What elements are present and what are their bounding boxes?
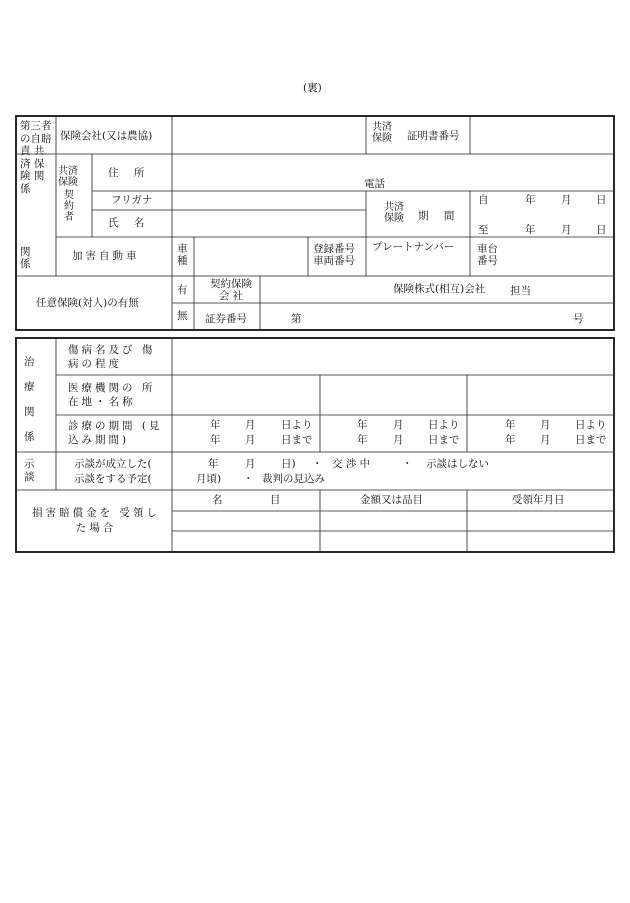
period3-since: 日より: [575, 419, 607, 431]
settlement-line2-prefix: 示談をする予定(: [74, 473, 152, 485]
policy-go: 号: [573, 313, 584, 325]
period-label: 期 間: [418, 210, 461, 222]
period-treat-label: 診療の期間 (見込み期間): [68, 420, 163, 446]
address-label: 住 所: [108, 167, 151, 179]
phone-label: 電話: [364, 178, 385, 190]
optional-no: 無: [177, 310, 188, 322]
settlement-none: 示談はしない: [426, 458, 489, 470]
company-label: 保険会社(又は農協): [60, 130, 153, 142]
settlement-line1-dot2: ・: [402, 458, 413, 470]
period1-to-year: 年: [210, 434, 221, 446]
page-side-label: (裏): [303, 82, 322, 94]
period1-to-month: 月: [245, 434, 256, 446]
settlement-line2-dot: ・: [243, 473, 254, 485]
facility-label: 医療機関の 所在地・名称: [68, 382, 156, 408]
damages-col-amount: 金額又は品目: [360, 494, 423, 506]
settlement-line1-year: 年: [208, 458, 219, 470]
name-label: 氏 名: [108, 217, 151, 229]
from-month-unit: 月: [561, 194, 572, 206]
cert-kind: 共済 保険: [372, 122, 392, 144]
settlement-line1-dot1: ・: [312, 458, 323, 470]
settlement-line1-month: 月: [245, 458, 256, 470]
settlement-section-label: 示談: [24, 458, 35, 483]
optional-insurance-label: 任意保険(対人)の有無: [36, 297, 139, 309]
policy-no-label: 証券番号: [205, 313, 247, 325]
car-label: 加害自動車: [72, 250, 140, 262]
damages-col-item: 名 目: [212, 494, 281, 506]
period1-from-month: 月: [245, 419, 256, 431]
period1-since: 日より: [281, 419, 313, 431]
to-month-unit: 月: [561, 224, 572, 236]
settlement-line1-day: 日): [281, 458, 296, 470]
treatment-section-label: 治療関係: [24, 356, 35, 443]
contract-company-label: 契約保険 会 社: [210, 278, 252, 302]
period2-to-month: 月: [393, 434, 404, 446]
period3-from-year: 年: [505, 419, 516, 431]
to-label: 至: [478, 224, 489, 236]
period2-since: 日より: [428, 419, 460, 431]
chassis-label: 車台 番号: [477, 243, 498, 267]
period2-until: 日まで: [428, 434, 460, 446]
charge-label: 担当: [510, 285, 531, 297]
kankei-label: 関係: [20, 246, 31, 270]
from-day-unit: 日: [596, 194, 607, 206]
period3-to-month: 月: [540, 434, 551, 446]
to-day-unit: 日: [596, 224, 607, 236]
to-year-unit: 年: [525, 224, 536, 236]
insurance-section-label: 第三者の自賠責 共済 保険 関係: [20, 120, 52, 195]
from-year-unit: 年: [525, 194, 536, 206]
furigana-label: フリガナ: [111, 194, 153, 206]
settlement-line1-prefix: 示談が成立した(: [74, 458, 152, 470]
damages-col-date: 受領年月日: [512, 494, 565, 506]
contractor-kind: 共済 保険: [58, 166, 78, 188]
period3-until: 日まで: [575, 434, 607, 446]
policy-dai: 第: [291, 313, 302, 325]
period2-from-month: 月: [393, 419, 404, 431]
from-label: 自: [478, 194, 489, 206]
period2-from-year: 年: [357, 419, 368, 431]
damages-section-label: 損害賠償金を 受領した場合: [32, 507, 160, 534]
contractor-label: 契約者: [64, 190, 74, 223]
settlement-negotiating: 交 渉 中: [332, 458, 371, 470]
settlement-trial: 裁判の見込み: [262, 473, 325, 485]
company-suffix: 保険株式(相互)会社: [393, 283, 486, 295]
period2-to-year: 年: [357, 434, 368, 446]
reg-label: 登録番号 車両番号: [313, 243, 355, 267]
period1-until: 日まで: [281, 434, 313, 446]
plate-label: プレートナンバー: [372, 241, 455, 253]
period-kind: 共済 保険: [384, 202, 404, 224]
car-type-label: 車種: [177, 243, 188, 267]
settlement-line2-month: 月頃): [196, 473, 222, 485]
period3-from-month: 月: [540, 419, 551, 431]
cert-no-label: 証明書番号: [407, 130, 460, 142]
injury-label: 傷病名及び 傷病の程度: [68, 344, 156, 370]
period3-to-year: 年: [505, 434, 516, 446]
optional-yes: 有: [177, 284, 188, 296]
period1-from-year: 年: [210, 419, 221, 431]
